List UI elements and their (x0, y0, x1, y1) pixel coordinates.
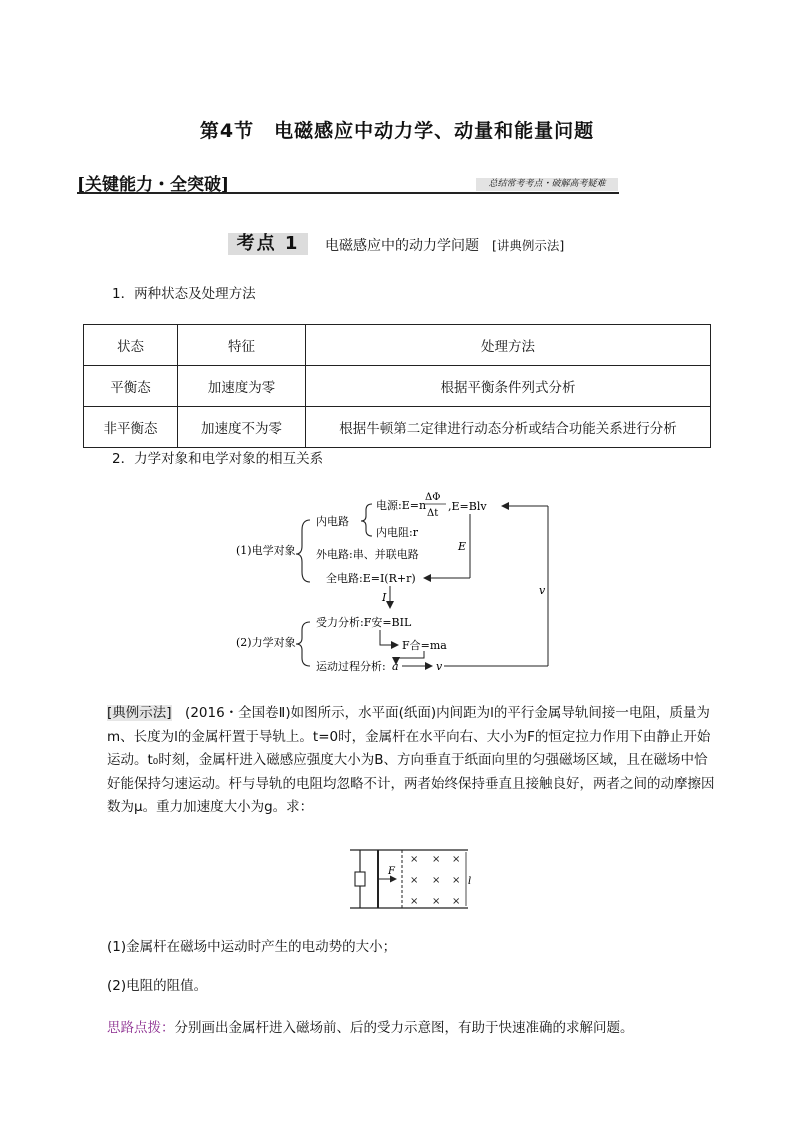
field-cross: × (432, 854, 441, 865)
methods-table (83, 324, 711, 448)
field-cross: × (410, 896, 419, 907)
rail-figure (348, 846, 478, 912)
question-2: (2)电阻的阻值。 (107, 978, 208, 994)
force-label: F (388, 866, 395, 877)
net-force-arrow (380, 630, 398, 645)
motion-analysis-label: 运动过程分析: (316, 660, 386, 673)
electric-object-label: (1)电学对象 (236, 544, 296, 557)
section-tag: 总结常考考点・破解高考疑难 (476, 178, 618, 191)
part2-heading: 2．力学对象和电学对象的相互关系 (112, 451, 324, 467)
part1-heading: 1．两种状态及处理方法 (112, 286, 256, 302)
v-label: v (539, 584, 546, 597)
table-header-cell: 状态 (84, 325, 178, 366)
e-label: E (458, 540, 467, 553)
delta-t: Δt (427, 508, 439, 519)
page-title: 第4节 电磁感应中动力学、动量和能量问题 (199, 120, 595, 142)
source-label: 电源:E=n (376, 499, 427, 512)
field-cross: × (410, 854, 419, 865)
example-problem (107, 702, 717, 820)
question-1: (1)金属杆在磁场中运动时产生的电动势的大小； (107, 939, 397, 955)
source-suffix: ,E=Blv (448, 500, 487, 513)
kaodian-badge: 考点 1 (228, 233, 308, 255)
kaodian-title: 电磁感应中的动力学问题 (325, 238, 479, 254)
section-heading: [关键能力・全突破] (77, 175, 230, 195)
table-header-cell: 特征 (178, 325, 306, 366)
motion-v: v (436, 660, 443, 673)
hint (107, 1016, 634, 1036)
table-row (84, 407, 711, 448)
inner-circuit-label: 内电路 (316, 515, 349, 528)
hint-text: 分别画出金属杆进入磁场前、后的受力示意图，有助于快速准确的求解问题。 (174, 1020, 634, 1036)
net-force-label: F合=ma (402, 639, 447, 652)
accel-arrow (396, 651, 424, 664)
table-cell: 根据平衡条件列式分析 (306, 366, 711, 407)
field-cross: × (452, 875, 461, 886)
table-cell: 加速度为零 (178, 366, 306, 407)
full-circuit-label: 全电路:E=I(R+r) (326, 572, 416, 585)
hint-label: 思路点拨： (107, 1020, 175, 1036)
mechanical-object-label: (2)力学对象 (236, 636, 296, 649)
table-cell: 平衡态 (84, 366, 178, 407)
length-label: l (468, 876, 472, 887)
field-cross: × (432, 896, 441, 907)
example-tag: [典例示法] (107, 705, 172, 721)
example-text: (2016・全国卷Ⅱ)如图所示，水平面(纸面)内间距为l的平行金属导轨间接一电阻，质量为m、长度为l的金属杆置于导轨上。t=0时，金属杆在水平向右、大小为F的恒定拉力作用下由静止开始运动。t₀时刻，金属杆进入磁感应强度大小为B、方向垂直于纸面向里的匀强磁场区域，且在磁场中恰好能保持匀速运动。杆与导轨的电阻均忽略不计，两者始终保持垂直且接触良好，两者之间的动摩擦因数为μ。重力加速度大小为g。求： (107, 705, 715, 815)
i-label: I (382, 591, 387, 604)
outer-circuit-label: 外电路:串、并联电路 (316, 548, 419, 561)
table-cell: 加速度不为零 (178, 407, 306, 448)
field-cross: × (452, 854, 461, 865)
inner-resistance-label: 内电阻:r (376, 526, 418, 539)
brace-mechanical (296, 622, 310, 666)
force-analysis-label: 受力分析:F安=BIL (316, 616, 412, 629)
table-cell: 根据牛顿第二定律进行动态分析或结合功能关系进行分析 (306, 407, 711, 448)
resistor (355, 872, 365, 886)
brace-inner (361, 504, 372, 536)
table-cell: 非平衡态 (84, 407, 178, 448)
motion-a: a (392, 660, 399, 673)
section-divider (77, 192, 619, 194)
brace-electric (296, 520, 310, 582)
relationship-diagram (230, 488, 560, 673)
field-cross: × (410, 875, 419, 886)
table-row (84, 366, 711, 407)
field-cross: × (432, 875, 441, 886)
field-cross: × (452, 896, 461, 907)
table-header-cell: 处理方法 (306, 325, 711, 366)
table-header-row (84, 325, 711, 366)
delta-phi: ΔΦ (425, 492, 441, 503)
kaodian-tag: [讲典例示法] (492, 238, 565, 253)
